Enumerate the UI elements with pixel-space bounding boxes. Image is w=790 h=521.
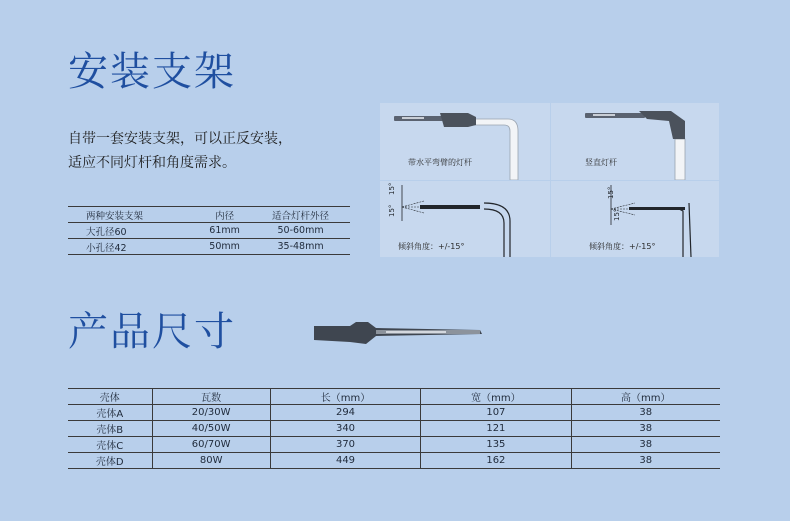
table-cell: 38 <box>571 453 720 469</box>
header-cell: 宽（mm） <box>421 389 571 405</box>
angle-label-down: 15° <box>388 204 396 217</box>
description-line-1: 自带一套安装支架，可以正反安装， <box>68 131 292 147</box>
bracket-table <box>68 206 350 255</box>
table-cell: 壳体D <box>68 453 152 469</box>
table-cell: 壳体C <box>68 437 152 453</box>
table-cell: 38 <box>571 421 720 437</box>
table-cell: 61mm <box>198 223 251 239</box>
description-line-2: 适应不同灯杆和角度需求。 <box>68 155 236 171</box>
caption-vertical-pole: 竖直灯杆 <box>585 158 617 167</box>
table-row <box>68 421 720 437</box>
header-cell: 长（mm） <box>270 389 420 405</box>
table-header-row <box>68 389 720 405</box>
table-cell: 80W <box>152 453 270 469</box>
table-row <box>68 453 720 469</box>
caption-tilt-angle-arm: 倾斜角度：+/-15° <box>398 242 465 251</box>
horizontal-arm-pole-panel <box>380 103 550 180</box>
table-cell: 107 <box>421 405 571 421</box>
table-cell: 50mm <box>198 239 251 255</box>
header-cell: 内径 <box>198 207 251 223</box>
table-row <box>68 223 350 239</box>
header-cell: 壳体 <box>68 389 152 405</box>
table-cell: 50-60mm <box>251 223 350 239</box>
table-cell: 壳体A <box>68 405 152 421</box>
horizontal-arm-pole-illustration <box>380 103 550 180</box>
table-cell: 壳体B <box>68 421 152 437</box>
table-row <box>68 437 720 453</box>
bracket-description <box>68 127 292 175</box>
table-cell: 60/70W <box>152 437 270 453</box>
table-cell: 小孔径42 <box>68 239 198 255</box>
vertical-pole-panel <box>551 103 719 180</box>
header-cell: 适合灯杆外径 <box>251 207 350 223</box>
table-cell: 38 <box>571 437 720 453</box>
vertical-pole-illustration <box>551 103 719 180</box>
tilt-angle-vertical-panel <box>551 181 719 257</box>
table-cell: 340 <box>270 421 420 437</box>
table-cell: 大孔径60 <box>68 223 198 239</box>
table-cell: 294 <box>270 405 420 421</box>
tilt-angle-arm-panel <box>380 181 550 257</box>
table-cell: 449 <box>270 453 420 469</box>
table-row <box>68 239 350 255</box>
table-cell: 38 <box>571 405 720 421</box>
table-cell: 35-48mm <box>251 239 350 255</box>
size-table <box>68 388 720 469</box>
caption-horizontal-arm-pole: 带水平弯臂的灯杆 <box>408 158 472 167</box>
section-title-size: 产品尺寸 <box>68 309 236 355</box>
table-cell: 370 <box>270 437 420 453</box>
table-header-row <box>68 207 350 223</box>
angle-label-down: 15° <box>613 208 621 221</box>
luminaire-product-image <box>310 318 485 348</box>
table-cell: 162 <box>421 453 571 469</box>
angle-label-up: 15° <box>607 186 615 199</box>
header-cell: 瓦数 <box>152 389 270 405</box>
header-cell: 高（mm） <box>571 389 720 405</box>
table-cell: 40/50W <box>152 421 270 437</box>
caption-tilt-angle-vertical: 倾斜角度：+/-15° <box>589 242 656 251</box>
table-cell: 135 <box>421 437 571 453</box>
section-title-bracket: 安装支架 <box>68 49 236 95</box>
angle-label-up: 15° <box>388 182 396 195</box>
table-row <box>68 405 720 421</box>
header-cell: 两种安装支架 <box>68 207 198 223</box>
table-cell: 20/30W <box>152 405 270 421</box>
table-cell: 121 <box>421 421 571 437</box>
